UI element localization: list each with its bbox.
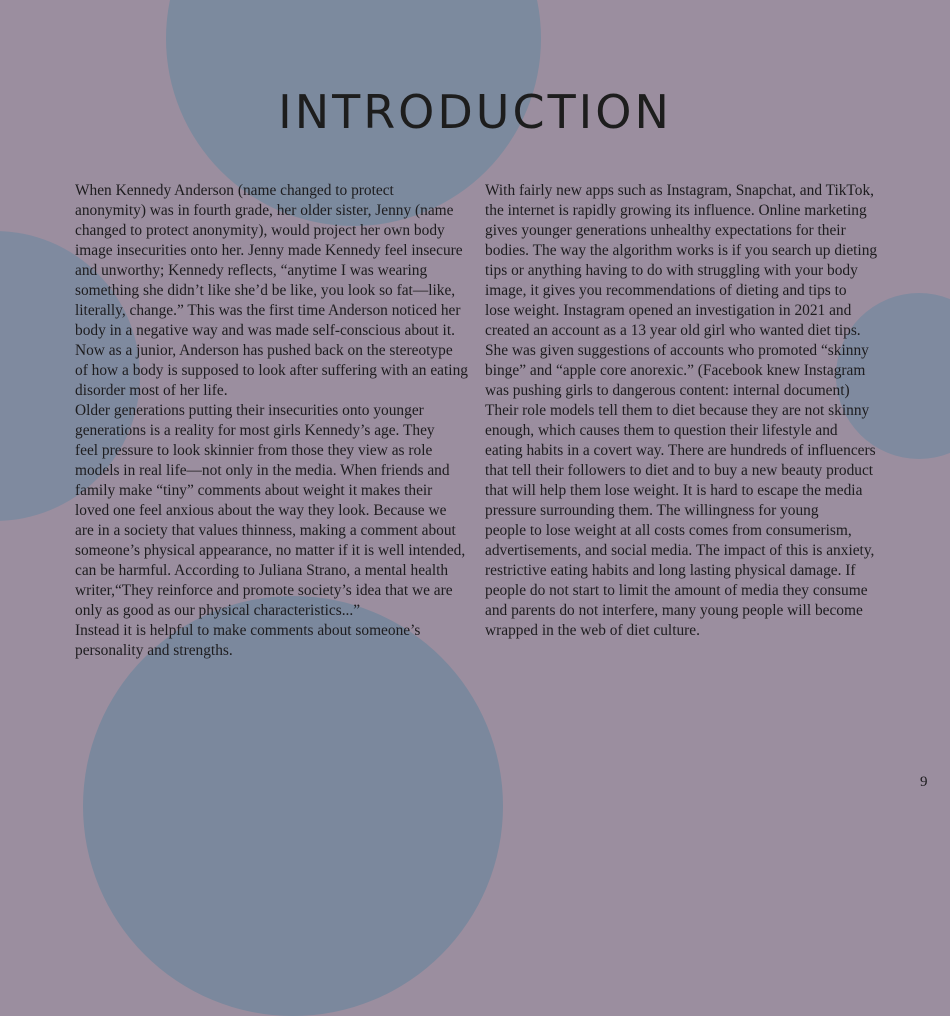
text-line: advertisements, and social media. The impact of this is anxiety, [485,542,875,559]
text-line: changed to protect anonymity), would project her own body [75,222,445,239]
text-line: was pushing girls to dangerous content: internal document) [485,382,850,399]
text-line: Instead it is helpful to make comments about someone’s [75,622,421,639]
text-line: With fairly new apps such as Instagram, Snapchat, and TikTok, [485,182,874,199]
text-line: and unworthy; Kennedy reflects, “anytime I was wearing [75,262,428,279]
right-column [485,181,885,641]
text-line: people to lose weight at all costs comes from consumerism, [485,522,852,539]
paragraph [75,181,475,401]
text-line: feel pressure to look skinnier from those they view as role [75,442,433,459]
text-line: personality and strengths. [75,642,233,659]
text-line: body in a negative way and was made self-conscious about it. [75,322,455,339]
text-line: bodies. The way the algorithm works is if you search up dieting [485,242,878,259]
text-line: eating habits in a covert way. There are hundreds of influencers [485,442,876,459]
text-line: created an account as a 13 year old girl who wanted diet tips. [485,322,861,339]
text-line: and parents do not interfere, many young people will become [485,602,863,619]
text-line: writer,“They reinforce and promote society’s idea that we are [75,582,453,599]
text-line: generations is a reality for most girls Kennedy’s age. They [75,422,435,439]
text-line: are in a society that values thinness, making a comment about [75,522,456,539]
text-line: can be harmful. According to Juliana Strano, a mental health [75,562,449,579]
text-line: Their role models tell them to diet because they are not skinny [485,402,870,419]
text-line: She was given suggestions of accounts who promoted “skinny [485,342,869,359]
text-line: tips or anything having to do with struggling with your body [485,262,858,279]
text-line: loved one feel anxious about the way they look. Because we [75,502,447,519]
text-line: someone’s physical appearance, no matter if it is well intended, [75,542,466,559]
text-line: Now as a junior, Anderson has pushed back on the stereotype [75,342,453,359]
text-line: family make “tiny” comments about weight it makes their [75,482,433,499]
text-line: wrapped in the web of diet culture. [485,622,700,639]
text-line: image insecurities onto her. Jenny made Kennedy feel insecure [75,242,463,259]
text-line: that tell their followers to diet and to buy a new beauty product [485,462,874,479]
text-line: enough, which causes them to question their lifestyle and [485,422,838,439]
page-title: INTRODUCTION [278,84,672,139]
page-number: 9 [920,774,928,790]
text-line: image, it gives you recommendations of dieting and tips to [485,282,847,299]
text-line: lose weight. Instagram opened an investigation in 2021 and [485,302,852,319]
text-line: When Kennedy Anderson (name changed to protect [75,182,394,199]
text-line: of how a body is supposed to look after suffering with an eating [75,362,468,379]
paragraph [75,621,475,661]
text-line: disorder most of her life. [75,382,228,399]
text-line: restrictive eating habits and long lasting physical damage. If [485,562,856,579]
text-line: only as good as our physical characteristics...” [75,602,361,619]
paragraph [75,401,475,621]
text-line: anonymity) was in fourth grade, her older sister, Jenny (name [75,202,454,219]
text-line: gives younger generations unhealthy expectations for their [485,222,846,239]
paragraph [485,181,885,641]
text-line: pressure surrounding them. The willingness for young [485,502,819,519]
text-line: something she didn’t like she’d be like, you look so fat—like, [75,282,456,299]
text-line: the internet is rapidly growing its influence. Online marketing [485,202,867,219]
text-line: people do not start to limit the amount of media they consume [485,582,868,599]
text-line: models in real life—not only in the media. When friends and [75,462,450,479]
text-line: binge” and “apple core anorexic.” (Facebook knew Instagram [485,362,866,379]
text-line: Older generations putting their insecurities onto younger [75,402,424,419]
text-line: that will help them lose weight. It is hard to escape the media [485,482,863,499]
text-line: literally, change.” This was the first time Anderson noticed her [75,302,461,319]
left-column [75,181,475,661]
